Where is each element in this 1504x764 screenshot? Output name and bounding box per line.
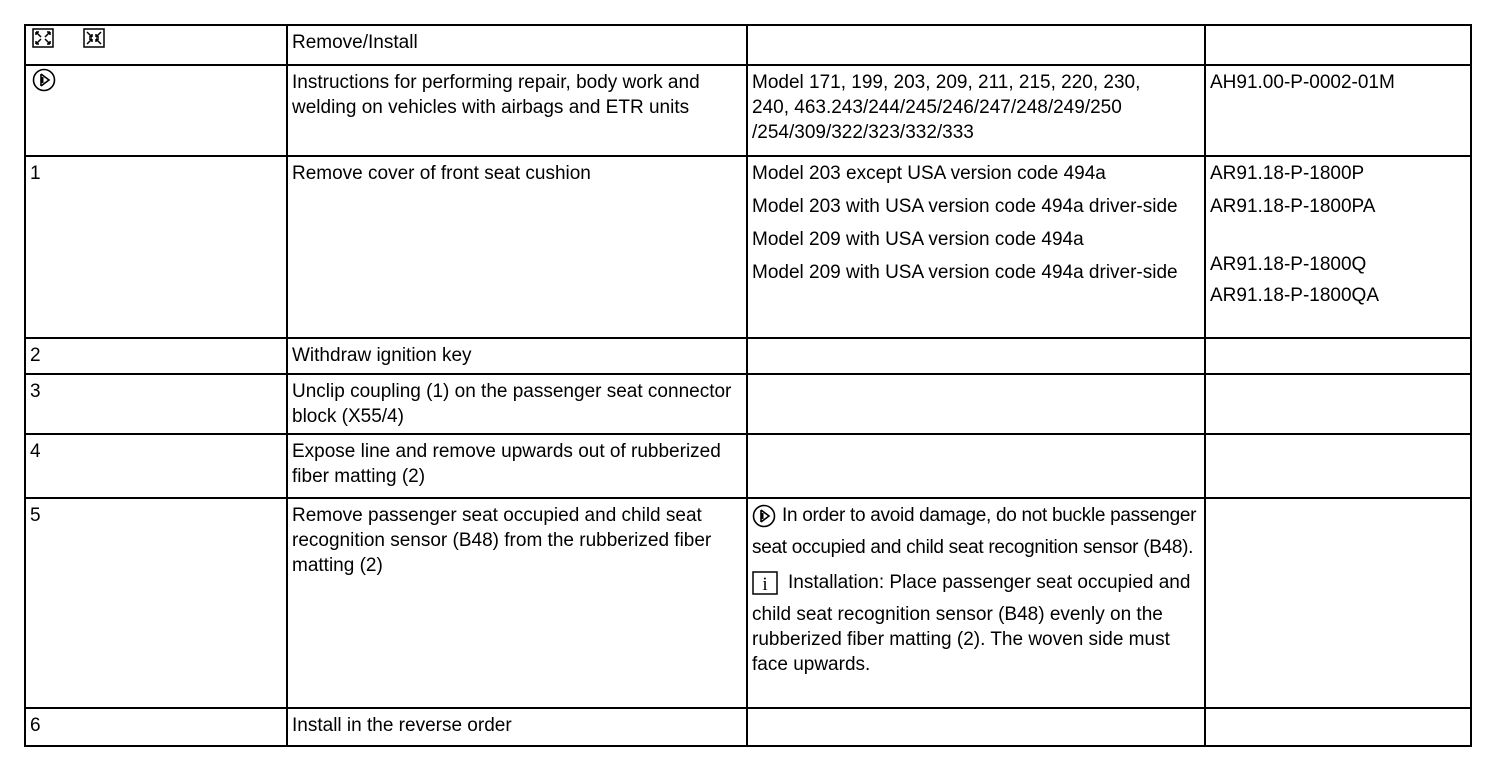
action-cell bbox=[287, 498, 747, 708]
notice-arrow-icon bbox=[752, 504, 776, 535]
step-cell bbox=[25, 498, 287, 708]
step-cell bbox=[25, 374, 287, 434]
step-number: 6 bbox=[30, 715, 41, 736]
info-note bbox=[752, 570, 1200, 677]
table-row bbox=[25, 434, 1471, 498]
expand-arrows-icon[interactable] bbox=[32, 28, 54, 55]
step-number: 4 bbox=[30, 441, 41, 462]
step-cell bbox=[25, 338, 287, 374]
refs-cell bbox=[1205, 434, 1471, 498]
action-text: Instructions for performing repair, body work and welding on vehicles with airbags and ETR units bbox=[292, 72, 700, 118]
step-cell bbox=[25, 156, 287, 338]
table-row bbox=[25, 708, 1471, 746]
note-line: /254/309/322/323/332/333 bbox=[752, 122, 974, 143]
variant-ref[interactable]: AR91.18-P-1800Q bbox=[1210, 254, 1367, 275]
notes-cell bbox=[747, 708, 1205, 746]
notes-cell bbox=[747, 338, 1205, 374]
notes-cell bbox=[747, 156, 1205, 338]
step-cell bbox=[25, 434, 287, 498]
step-number: 5 bbox=[30, 505, 41, 526]
step-cell bbox=[25, 65, 287, 156]
refs-cell bbox=[1205, 25, 1471, 65]
note-line: Model 171, 199, 203, 209, 211, 215, 220, 230, bbox=[752, 72, 1141, 93]
variant-note: Model 209 with USA version code 494a driver-side bbox=[752, 262, 1178, 283]
step-cell bbox=[25, 708, 287, 746]
table-row bbox=[25, 338, 1471, 374]
step-cell bbox=[25, 25, 287, 65]
variant-note: Model 203 except USA version code 494a bbox=[752, 163, 1106, 184]
action-text: Withdraw ignition key bbox=[292, 345, 472, 366]
table-row bbox=[25, 374, 1471, 434]
action-cell bbox=[287, 708, 747, 746]
procedure-table bbox=[24, 24, 1472, 747]
action-text: Remove passenger seat occupied and child seat recognition sensor (B48) from the rubberized fiber matting (2) bbox=[292, 505, 712, 576]
caution-text: In order to avoid damage, do not buckle passenger seat occupied and child seat recognition sensor (B48). bbox=[752, 505, 1197, 558]
refs-cell bbox=[1205, 708, 1471, 746]
action-text: Remove cover of front seat cushion bbox=[292, 163, 591, 184]
action-cell bbox=[287, 374, 747, 434]
variant-ref[interactable]: AR91.18-P-1800P bbox=[1210, 163, 1365, 184]
action-text: Unclip coupling (1) on the passenger seat connector block (X55/4) bbox=[292, 381, 732, 427]
action-cell bbox=[287, 65, 747, 156]
step-number: 3 bbox=[30, 381, 41, 402]
info-text: Installation: Place passenger seat occupied and child seat recognition sensor (B48) evenly on the rubberized fiber matting (2). The woven side must face upwards. bbox=[752, 572, 1191, 675]
table-row-header bbox=[25, 25, 1471, 65]
refs-cell bbox=[1205, 498, 1471, 708]
variant-ref[interactable]: AR91.18-P-1800PA bbox=[1210, 196, 1376, 217]
action-text: Install in the reverse order bbox=[292, 715, 512, 736]
table-row bbox=[25, 498, 1471, 708]
notes-cell bbox=[747, 65, 1205, 156]
step-number: 1 bbox=[30, 163, 41, 184]
refs-cell bbox=[1205, 65, 1471, 156]
table-row bbox=[25, 156, 1471, 338]
notes-cell bbox=[747, 374, 1205, 434]
notes-list bbox=[752, 66, 1200, 145]
refs-cell bbox=[1205, 338, 1471, 374]
notice-arrow-icon bbox=[32, 68, 56, 99]
notes-cell bbox=[747, 25, 1205, 65]
action-text: Expose line and remove upwards out of rubberized fiber matting (2) bbox=[292, 441, 721, 487]
note-line: 240, 463.243/244/245/246/247/248/249/250 bbox=[752, 97, 1122, 118]
info-icon bbox=[752, 571, 778, 602]
step-number: 2 bbox=[30, 345, 41, 366]
collapse-arrows-icon[interactable] bbox=[83, 28, 105, 55]
refs-cell bbox=[1205, 374, 1471, 434]
action-cell bbox=[287, 434, 747, 498]
action-cell bbox=[287, 338, 747, 374]
action-cell bbox=[287, 156, 747, 338]
action-cell bbox=[287, 25, 747, 65]
remove-install-heading: Remove/Install bbox=[292, 32, 418, 53]
caution-note bbox=[752, 503, 1200, 560]
notes-cell bbox=[747, 498, 1205, 708]
notes-cell bbox=[747, 434, 1205, 498]
reference-link[interactable]: AH91.00-P-0002-01M bbox=[1210, 72, 1395, 93]
variant-note: Model 209 with USA version code 494a bbox=[752, 229, 1084, 250]
variant-ref[interactable]: AR91.18-P-1800QA bbox=[1210, 285, 1379, 306]
svg-text:i: i bbox=[762, 574, 768, 595]
table-row bbox=[25, 65, 1471, 156]
refs-cell bbox=[1205, 156, 1471, 338]
variant-note: Model 203 with USA version code 494a driver-side bbox=[752, 196, 1178, 217]
